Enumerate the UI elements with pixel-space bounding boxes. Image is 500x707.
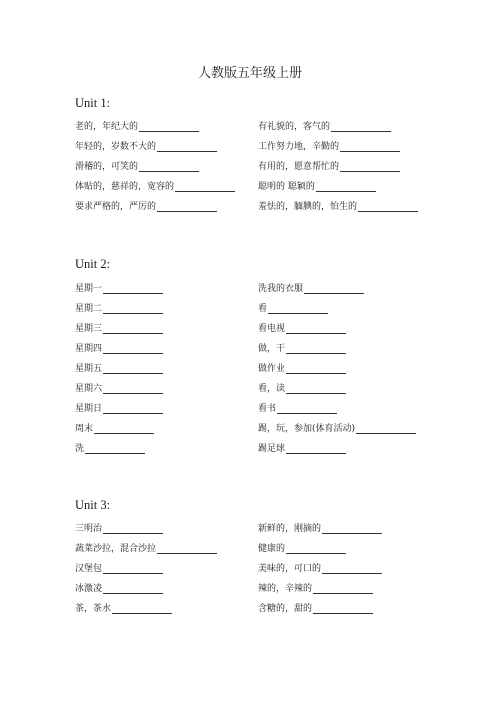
answer-blank bbox=[286, 344, 346, 354]
vocab-label: 健康的 bbox=[258, 544, 286, 554]
vocab-item bbox=[75, 192, 255, 212]
answer-blank bbox=[340, 162, 400, 172]
vocab-item bbox=[75, 334, 255, 354]
answer-blank bbox=[286, 364, 346, 374]
answer-blank bbox=[268, 304, 328, 314]
unit-1-right-column bbox=[258, 112, 438, 212]
vocab-label: 要求严格的，严厉的 bbox=[75, 202, 157, 212]
vocab-label: 老的，年纪大的 bbox=[75, 122, 139, 132]
vocab-label: 新鲜的，刚摘的 bbox=[258, 524, 322, 534]
vocab-label: 有礼貌的，客气的 bbox=[258, 122, 331, 132]
vocab-item bbox=[258, 152, 438, 172]
vocab-label: 洗 bbox=[75, 444, 85, 454]
vocab-label: 星期六 bbox=[75, 384, 103, 394]
vocab-label: 茶，茶水 bbox=[75, 604, 112, 614]
vocab-label: 含糖的，甜的 bbox=[258, 604, 313, 614]
vocab-item bbox=[258, 414, 438, 434]
vocab-item bbox=[258, 172, 438, 192]
vocab-label: 蔬菜沙拉，混合沙拉 bbox=[75, 544, 157, 554]
answer-blank bbox=[331, 122, 391, 132]
answer-blank bbox=[103, 344, 163, 354]
vocab-item bbox=[75, 354, 255, 374]
vocab-item bbox=[75, 414, 255, 434]
vocab-label: 聪明的 聪颖的 bbox=[258, 182, 315, 192]
unit-1-heading: Unit 1: bbox=[75, 96, 111, 110]
answer-blank bbox=[94, 424, 154, 434]
vocab-label: 美味的，可口的 bbox=[258, 564, 322, 574]
vocab-item bbox=[75, 152, 255, 172]
vocab-item bbox=[258, 514, 438, 534]
unit-3-left-column bbox=[75, 514, 255, 614]
vocab-item bbox=[258, 594, 438, 614]
vocab-item bbox=[258, 274, 438, 294]
answer-blank bbox=[157, 142, 217, 152]
vocab-item bbox=[258, 314, 438, 334]
answer-blank bbox=[103, 324, 163, 334]
page-title: 人教版五年级上册 bbox=[197, 66, 302, 81]
answer-blank bbox=[313, 584, 373, 594]
unit-3-right-column bbox=[258, 514, 438, 614]
answer-blank bbox=[103, 564, 163, 574]
vocab-item bbox=[75, 594, 255, 614]
vocab-label: 看 bbox=[258, 304, 268, 314]
vocab-label: 滑稽的，可笑的 bbox=[75, 162, 139, 172]
vocab-label: 工作努力地，辛勤的 bbox=[258, 142, 340, 152]
vocab-item bbox=[75, 274, 255, 294]
vocab-item bbox=[75, 394, 255, 414]
vocab-item bbox=[258, 554, 438, 574]
vocab-label: 看书 bbox=[258, 404, 277, 414]
answer-blank bbox=[103, 584, 163, 594]
vocab-label: 汉堡包 bbox=[75, 564, 103, 574]
answer-blank bbox=[139, 162, 199, 172]
answer-blank bbox=[175, 182, 235, 192]
answer-blank bbox=[277, 404, 337, 414]
vocab-item bbox=[258, 294, 438, 314]
unit-2-left-column bbox=[75, 274, 255, 454]
vocab-label: 体贴的，慈祥的，宽容的 bbox=[75, 182, 175, 192]
vocab-label: 星期二 bbox=[75, 304, 103, 314]
vocab-item bbox=[75, 534, 255, 554]
answer-blank bbox=[103, 404, 163, 414]
answer-blank bbox=[322, 564, 382, 574]
answer-blank bbox=[85, 444, 145, 454]
vocab-item bbox=[75, 514, 255, 534]
vocab-label: 踢，玩，参加(体育活动) bbox=[258, 424, 356, 434]
vocab-item bbox=[258, 394, 438, 414]
answer-blank bbox=[304, 284, 364, 294]
vocab-label: 年轻的，岁数不大的 bbox=[75, 142, 157, 152]
answer-blank bbox=[286, 324, 346, 334]
answer-blank bbox=[103, 284, 163, 294]
vocab-item bbox=[75, 172, 255, 192]
vocab-item bbox=[258, 334, 438, 354]
answer-blank bbox=[103, 364, 163, 374]
vocab-label: 看电视 bbox=[258, 324, 286, 334]
vocab-label: 羞怯的，腼腆的，怕生的 bbox=[258, 202, 358, 212]
vocab-label: 三明治 bbox=[75, 524, 103, 534]
vocab-label: 辣的，辛辣的 bbox=[258, 584, 313, 594]
answer-blank bbox=[286, 444, 346, 454]
answer-blank bbox=[103, 524, 163, 534]
vocab-item bbox=[75, 574, 255, 594]
vocab-label: 有用的，愿意帮忙的 bbox=[258, 162, 340, 172]
vocab-item bbox=[258, 192, 438, 212]
vocab-item bbox=[258, 132, 438, 152]
answer-blank bbox=[313, 604, 373, 614]
vocab-item bbox=[258, 534, 438, 554]
vocab-item bbox=[75, 112, 255, 132]
vocab-item bbox=[75, 314, 255, 334]
vocab-label: 洗我的衣服 bbox=[258, 284, 304, 294]
answer-blank bbox=[103, 304, 163, 314]
unit-1-left-column bbox=[75, 112, 255, 212]
vocab-label: 星期一 bbox=[75, 284, 103, 294]
vocab-label: 周末 bbox=[75, 424, 94, 434]
vocab-label: 做作业 bbox=[258, 364, 286, 374]
answer-blank bbox=[286, 544, 346, 554]
vocab-item bbox=[75, 374, 255, 394]
vocab-label: 做，干 bbox=[258, 344, 286, 354]
vocab-item bbox=[258, 434, 438, 454]
vocab-label: 踢足球 bbox=[258, 444, 286, 454]
vocab-label: 星期三 bbox=[75, 324, 103, 334]
answer-blank bbox=[356, 424, 416, 434]
vocab-label: 看，读 bbox=[258, 384, 286, 394]
answer-blank bbox=[358, 202, 418, 212]
answer-blank bbox=[157, 544, 217, 554]
answer-blank bbox=[316, 182, 376, 192]
vocab-item bbox=[75, 132, 255, 152]
vocab-item bbox=[258, 574, 438, 594]
unit-3-heading: Unit 3: bbox=[75, 498, 111, 512]
answer-blank bbox=[103, 384, 163, 394]
vocab-label: 星期四 bbox=[75, 344, 103, 354]
unit-2-heading: Unit 2: bbox=[75, 257, 111, 271]
answer-blank bbox=[157, 202, 217, 212]
answer-blank bbox=[286, 384, 346, 394]
answer-blank bbox=[322, 524, 382, 534]
vocab-label: 冰激凌 bbox=[75, 584, 103, 594]
vocab-item bbox=[258, 374, 438, 394]
vocab-item bbox=[258, 112, 438, 132]
vocab-item bbox=[75, 294, 255, 314]
vocab-item bbox=[258, 354, 438, 374]
answer-blank bbox=[340, 142, 400, 152]
vocab-item bbox=[75, 554, 255, 574]
vocab-item bbox=[75, 434, 255, 454]
vocab-label: 星期日 bbox=[75, 404, 103, 414]
unit-2-right-column bbox=[258, 274, 438, 454]
vocab-label: 星期五 bbox=[75, 364, 103, 374]
answer-blank bbox=[112, 604, 172, 614]
answer-blank bbox=[139, 122, 199, 132]
